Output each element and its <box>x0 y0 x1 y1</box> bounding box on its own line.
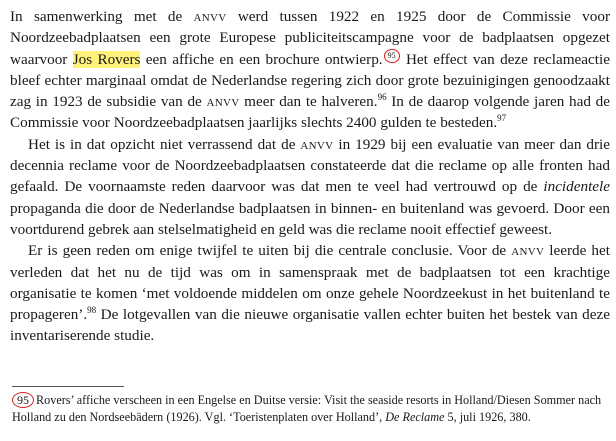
paragraph-3 <box>10 240 610 346</box>
text-run: 5, juli 1926, 380. <box>444 410 531 424</box>
footnote-marker: 98 <box>87 305 97 316</box>
footnote-95 <box>12 392 608 426</box>
footnote-text <box>12 392 608 426</box>
text-run: werd tussen 1922 en 1925 door de Commissie voor Noordzeebadplaatsen een grote Europese publiciteitscampagne voor de badplaatsen opgezet waarvoor <box>10 8 610 68</box>
body-text <box>10 6 610 347</box>
italic-title: De Reclame <box>385 410 445 424</box>
text-run: De lotgevallen van die nieuwe organisatie vallen echter buiten het bestek van deze inventariserende studie. <box>10 306 610 345</box>
paragraph-1 <box>10 6 610 134</box>
text-run: Er is geen reden om enige twijfel te uiten bij die centrale conclusie. Voor de <box>28 242 512 260</box>
text-run: in 1929 bij een evaluatie van meer dan drie decennia reclame voor de Noordzeebadplaatsen constateerde dat die reclame op alle fronten had gefaald. De voornaamste reden daarvoor was dat men te veel had vertrouwd op de <box>10 135 610 196</box>
text-run: Het effect van deze reclameactie bleef echter marginaal omdat de Nederlandse regering zich door grote bezuinigingen genoodzaakt zag in 1923 de subsidie van de <box>10 50 610 111</box>
footnote-marker: 96 <box>377 92 387 103</box>
paragraph-2 <box>10 134 610 240</box>
italic-term: incidentele <box>543 178 610 196</box>
footnote-divider <box>12 386 124 387</box>
text-run: propaganda die door de Nederlandse badplaatsen in binnen- en buitenland was gevoerd. Door een voortdurend gebrek aan stelselmatigheid en geld was die reclame nooit effectief geweest. <box>10 199 610 238</box>
text-run: In de daarop volgende jaren had de Commissie voor Noordzeebadplaatsen jaarlijks slechts 2400 gulden te besteden. <box>10 93 610 132</box>
text-run: leerde het verleden dat het nu de tijd was om in samenspraak met de badplaatsen tot een krachtige organisatie te komen ‘met voldoende middelen om onze gehele Noordzeekust in het buitenland te propageren’. <box>10 242 610 324</box>
circled-footnote-number: 95 <box>12 392 34 408</box>
text-run: In samenwerking met de <box>10 8 194 25</box>
abbreviation-anvv: anvv <box>511 242 545 260</box>
abbreviation-anvv: anvv <box>206 93 240 111</box>
footnote-marker: 97 <box>497 113 507 124</box>
abbreviation-anvv: anvv <box>300 135 334 153</box>
circled-footnote-marker: 95 <box>384 49 400 63</box>
text-run: een affiche en een brochure ontwierp. <box>140 50 383 68</box>
highlighted-name: Jos Rovers <box>72 50 141 68</box>
abbreviation-anvv: anvv <box>193 8 227 25</box>
text-run: meer dan te halveren. <box>239 93 378 111</box>
text-run: Het is in dat opzicht niet verrassend dat de <box>28 135 301 153</box>
text-run: Rovers’ affiche verscheen in een Engelse en Duitse versie: Visit the seaside resorts in Holland/Diesen Sommer nach Holland zu den Nordseebädern (1926). Vgl. ‘Toeristenplaten over Holland’, <box>12 393 602 424</box>
